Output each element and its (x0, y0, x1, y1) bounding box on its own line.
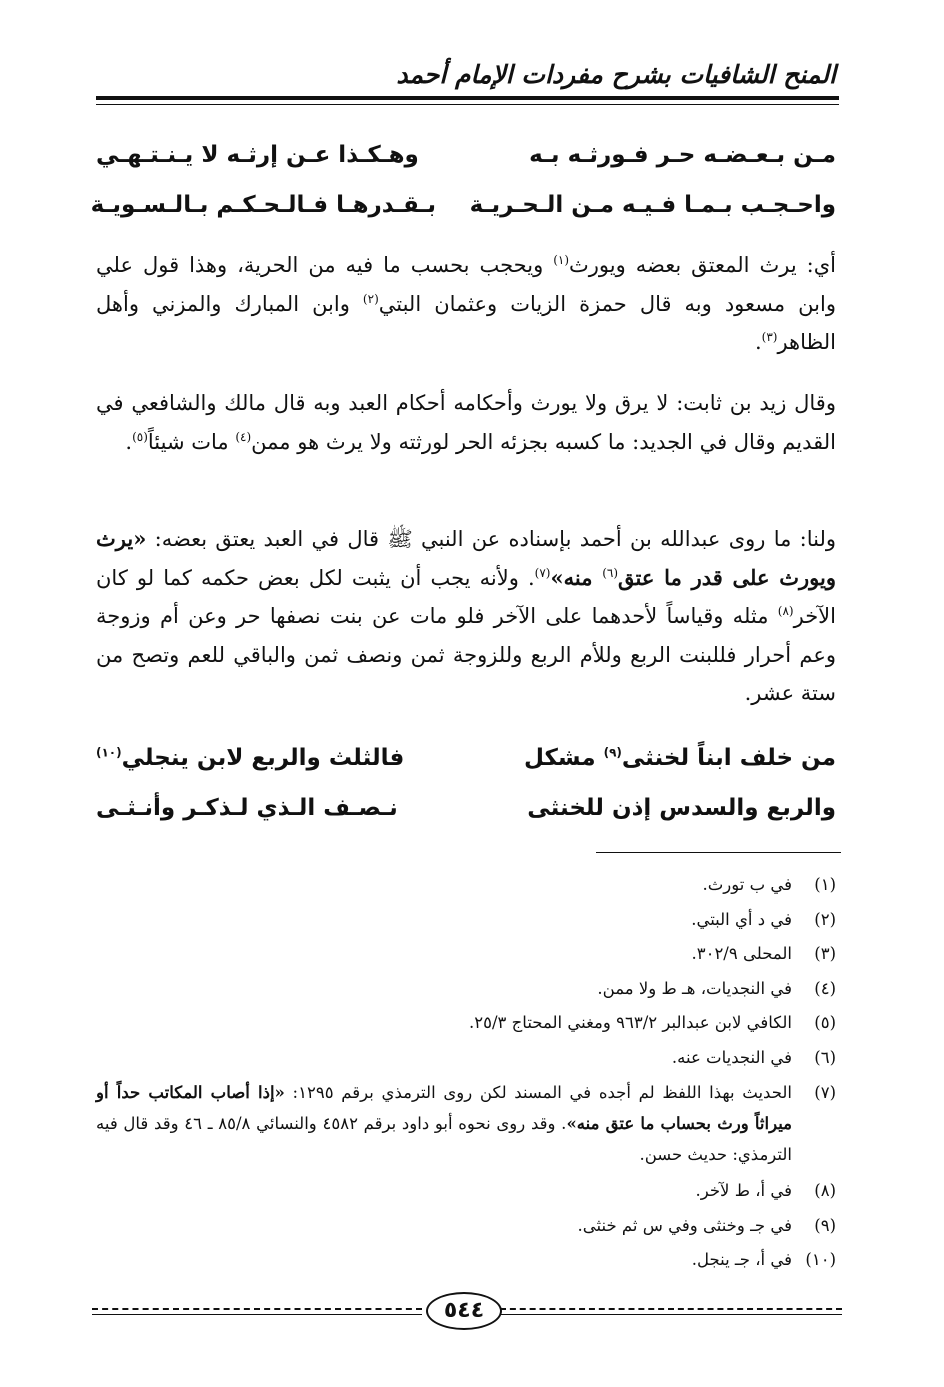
footnote-separator (596, 852, 841, 853)
paragraph-text: ولنا: ما روى عبدالله بن أحمد بإسناده عن النبي ﷺ قال في العبد يعتق بعضه: (146, 527, 836, 551)
footnote-item (96, 937, 836, 972)
footnote-marker[interactable]: (٤) (235, 429, 252, 444)
footnote-number: (٥) (814, 1013, 836, 1032)
footnote-text: في النجديات عنه. (671, 1047, 792, 1067)
footnote-marker[interactable]: (٢) (362, 291, 379, 306)
paragraph-text: . (125, 429, 133, 454)
verse-text: من خلف ابناً لخنثى (621, 745, 836, 771)
footnote-text: في أ، جـ ينجل. (691, 1250, 792, 1269)
page-footer (92, 1290, 842, 1330)
footnote-marker[interactable]: (٨) (777, 604, 794, 618)
footnote-number: (٧) (814, 1083, 836, 1102)
paragraph-text: وقال زيد بن ثابت: لا يرق ولا يورث وأحكامه أحكام العبد وبه قال مالك والشافعي في القديم وقال في الجديد: ما كسبه بجزئه الحر لورثته ولا يرث هو ممن (96, 391, 836, 454)
footer-dashed-rule (500, 1308, 842, 1310)
footnote-text: في جـ وخنثى وفي س ثم خنثى. (577, 1215, 792, 1235)
hadith-quote: منه» (550, 564, 603, 590)
footnote-item (96, 972, 836, 1007)
verse-hemistich-right: والربع والسدس إذن للخنثى (527, 795, 836, 821)
footnote-text: المحلى ٣٠٢/٩. (691, 944, 792, 963)
verse-hemistich-right: مـن بـعـضـه حـر فـورثـه بـه (529, 142, 836, 168)
footnote-text: في د أي البتي. (691, 909, 792, 929)
verse-hemistich-left: بـقـدرهـا فـالـحـكـم بـالـسـويـة (90, 192, 436, 218)
verse-hemistich-right (496, 738, 836, 778)
footnote-number: (٨) (814, 1181, 836, 1200)
running-header-title: المنح الشافيات بشرح مفردات الإمام أحمد (396, 60, 836, 89)
footnote-number: (٣) (814, 944, 836, 963)
footnotes-list (96, 868, 836, 1278)
footnote-marker[interactable]: (١) (553, 253, 570, 267)
footnote-item (96, 1174, 836, 1209)
header-rule-thick (96, 96, 839, 100)
footer-dashed-rule (92, 1308, 422, 1310)
paragraph-text: ويحجب بحسب ما فيه من الحرية، وهذا قول علي وابن مسعود وبه قال حمزة الزيات وعثمان البتي (96, 253, 836, 316)
footnote-text (96, 1077, 792, 1170)
footnote-text: في ب تورث. (702, 875, 792, 894)
paragraph-text: . (754, 330, 762, 354)
verse-text: فالثلث والربع لابن ينجلي (121, 745, 405, 771)
footnote-number: (١٠) (805, 1250, 836, 1269)
verse-hemistich-left: نـصـف الـذي لـذكـر وأنـثـى (96, 795, 398, 821)
footnote-item (96, 1041, 836, 1076)
verse-hemistich-left: وهـكـذا عـن إرثـه لا يـنـتـهـي (96, 142, 419, 168)
footer-rule (92, 1314, 422, 1315)
verse-block-1 (90, 135, 836, 235)
footnote-marker[interactable]: (٦) (602, 565, 619, 580)
paragraph-text: أي: يرث المعتق بعضه ويورث (569, 253, 836, 277)
footnote-number: (٤) (814, 978, 836, 998)
verse-line (90, 185, 836, 231)
footnote-marker[interactable]: (٣) (761, 330, 778, 344)
footnote-text: في أ، ط لآخر. (695, 1181, 792, 1200)
paragraph-text: . ولأنه يجب أن يثبت لكل بعض حكمه كما لو كان الآخر (96, 565, 836, 628)
footnote-marker[interactable]: (٧) (534, 565, 551, 580)
verse-hemistich-left (96, 738, 436, 778)
footnote-item (96, 868, 836, 903)
verse-line (96, 788, 836, 834)
footnote-number: (٢) (814, 909, 836, 929)
hadith-quote: «إذا أصاب المكاتب حداً أو ميراثاً ورث بحساب ما عتق منه» (96, 1083, 793, 1133)
footnote-marker[interactable]: (٥) (132, 429, 148, 444)
footnote-marker[interactable]: (٩) (603, 745, 622, 760)
paragraph-text: مات شيئاً (147, 429, 236, 454)
verse-text: مشكل (524, 745, 604, 771)
commentary-paragraph-1 (96, 246, 836, 362)
footnote-marker[interactable]: (١٠) (96, 745, 122, 760)
footnote-text-part: . وقد روى نحوه أبو داود برقم ٤٥٨٢ والنسائي ٨٥/٨ ـ ٤٦ وقد قال فيه الترمذي: حديث حسن. (96, 1114, 792, 1164)
footer-rule (500, 1314, 842, 1315)
verse-hemistich-right: واحـجـب بـمـا فـيـه مـن الـحـريـة (469, 192, 836, 218)
footnote-item (96, 1209, 836, 1244)
verse-line (96, 738, 836, 784)
footnote-text: في النجديات، هـ ط ولا ممن. (597, 978, 792, 998)
footnote-number: (١) (814, 875, 836, 894)
footnote-text-part: الحديث بهذا اللفظ لم أجده في المسند لكن روى الترمذي برقم ١٢٩٥: (284, 1083, 792, 1102)
footnote-item (96, 1243, 836, 1278)
verse-line (96, 135, 836, 181)
header-rule-thin (96, 104, 839, 105)
paragraph-text: وابن المبارك والمزني وأهل الظاهر (96, 291, 836, 354)
footnote-item (96, 903, 836, 938)
verse-block-2 (96, 738, 836, 838)
footnote-item (96, 1075, 836, 1174)
commentary-paragraph-2 (96, 384, 836, 461)
footnote-item (96, 1006, 836, 1041)
footnote-number: (٩) (814, 1215, 836, 1235)
commentary-paragraph-3 (96, 520, 836, 713)
paragraph-text: مثله وقياساً لأحدهما على الآخر فلو مات عن بنت نصفها حر وعن أم وزوجة وعم أحرار فللبنت الربع وللأم الربع وللزوجة ثمن ونصف ثمن والباقي للعم وتصح من ستة عشر. (96, 604, 836, 705)
hadith-quote: «يرث ويورث على قدر ما عتق (96, 526, 837, 590)
page-number: ٥٤٤ (426, 1292, 502, 1330)
footnote-number: (٦) (814, 1047, 836, 1067)
footnote-text: الكافي لابن عبدالبر ٩٦٣/٢ ومغني المحتاج ٢٥/٣. (469, 1013, 792, 1032)
